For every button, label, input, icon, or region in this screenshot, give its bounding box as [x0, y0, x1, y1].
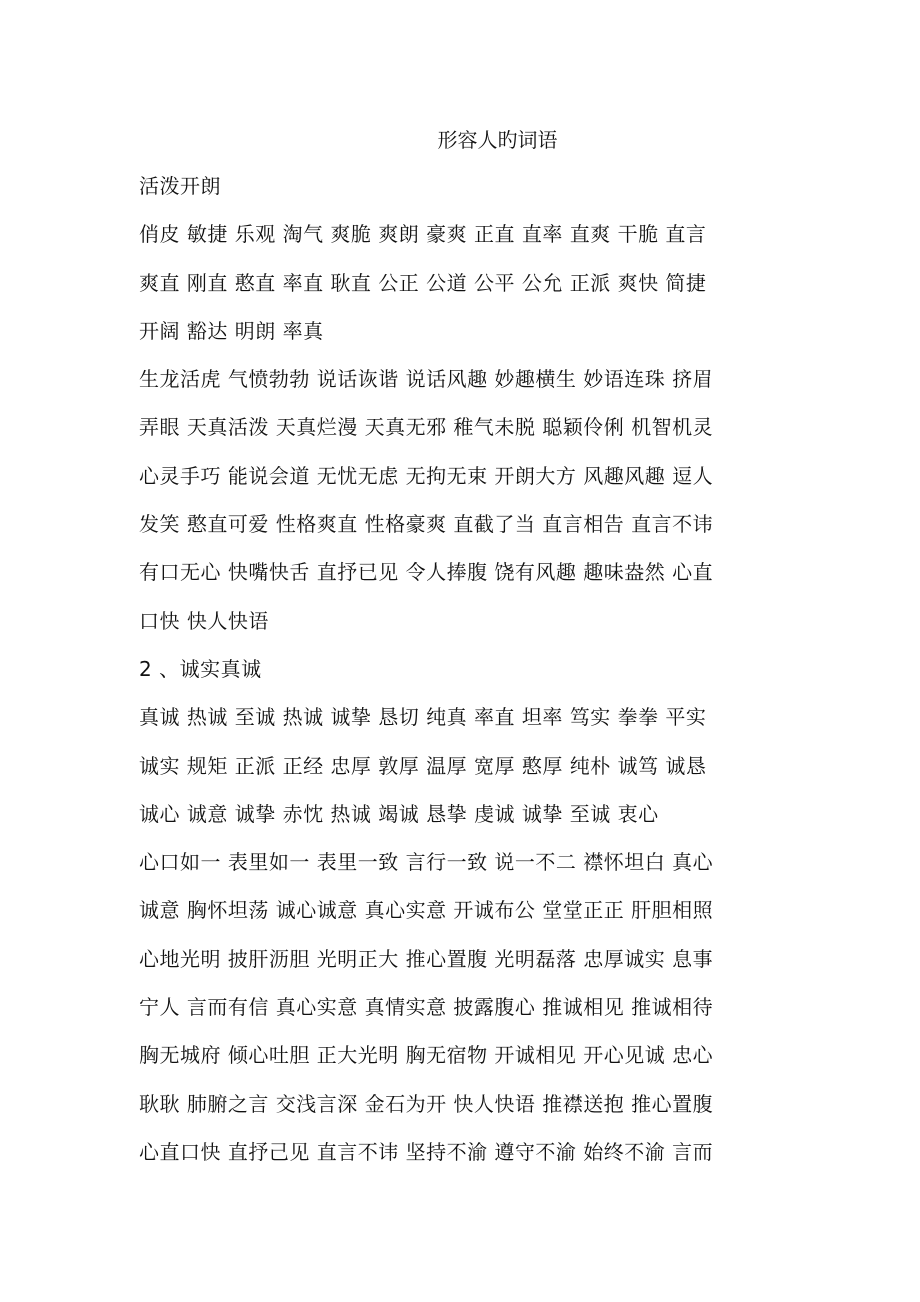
text-line: 耿耿 肺腑之言 交浅言深 金石为开 快人快语 推襟送抱 推心置腹: [139, 1091, 714, 1116]
text-line: 发笑 憨直可爱 性格爽直 性格豪爽 直截了当 直言相告 直言不讳: [139, 512, 714, 537]
text-line: 心直口快 直抒己见 直言不讳 坚持不渝 遵守不渝 始终不渝 言而: [139, 1139, 714, 1164]
text-line: 开阔 豁达 明朗 率真: [139, 318, 324, 343]
text-line: 心地光明 披肝沥胆 光明正大 推心置腹 光明磊落 忠厚诚实 息事: [139, 946, 714, 971]
document-title: 形容人旳词语: [437, 128, 558, 152]
section-heading: 2 、诚实真诚: [139, 656, 262, 681]
text-line: 心灵手巧 能说会道 无忧无虑 无拘无束 开朗大方 风趣风趣 逗人: [139, 463, 714, 488]
text-line: 宁人 言而有信 真心实意 真情实意 披露腹心 推诚相见 推诚相待: [139, 995, 714, 1020]
text-line: 诚心 诚意 诚挚 赤忱 热诚 竭诚 恳挚 虔诚 诚挚 至诚 衷心: [139, 801, 659, 826]
text-line: 胸无城府 倾心吐胆 正大光明 胸无宿物 开诚相见 开心见诚 忠心: [139, 1043, 714, 1068]
text-line: 真诚 热诚 至诚 热诚 诚挚 恳切 纯真 率直 坦率 笃实 拳拳 平实: [139, 705, 707, 730]
document-body: [139, 170, 799, 1184]
text-line: 生龙活虎 气愤勃勃 说话诙谐 说话风趣 妙趣横生 妙语连珠 挤眉: [139, 367, 714, 392]
text-line: 口快 快人快语: [139, 608, 269, 633]
text-line: 爽直 刚直 憨直 率直 耿直 公正 公道 公平 公允 正派 爽快 简捷: [139, 270, 707, 295]
text-line: 活泼开朗: [139, 174, 221, 198]
text-line: 诚实 规矩 正派 正经 忠厚 敦厚 温厚 宽厚 憨厚 纯朴 诚笃 诚恳: [139, 753, 707, 778]
text-line: 俏皮 敏捷 乐观 淘气 爽脆 爽朗 豪爽 正直 直率 直爽 干脆 直言: [139, 222, 707, 247]
text-line: 诚意 胸怀坦荡 诚心诚意 真心实意 开诚布公 堂堂正正 肝胆相照: [139, 898, 714, 923]
text-line: 心口如一 表里如一 表里一致 言行一致 说一不二 襟怀坦白 真心: [139, 850, 714, 875]
text-line: 有口无心 快嘴快舌 直抒已见 令人捧腹 饶有风趣 趣味盎然 心直: [139, 560, 714, 585]
text-line: 弄眼 天真活泼 天真烂漫 天真无邪 稚气未脱 聪颖伶俐 机智机灵: [139, 415, 714, 440]
